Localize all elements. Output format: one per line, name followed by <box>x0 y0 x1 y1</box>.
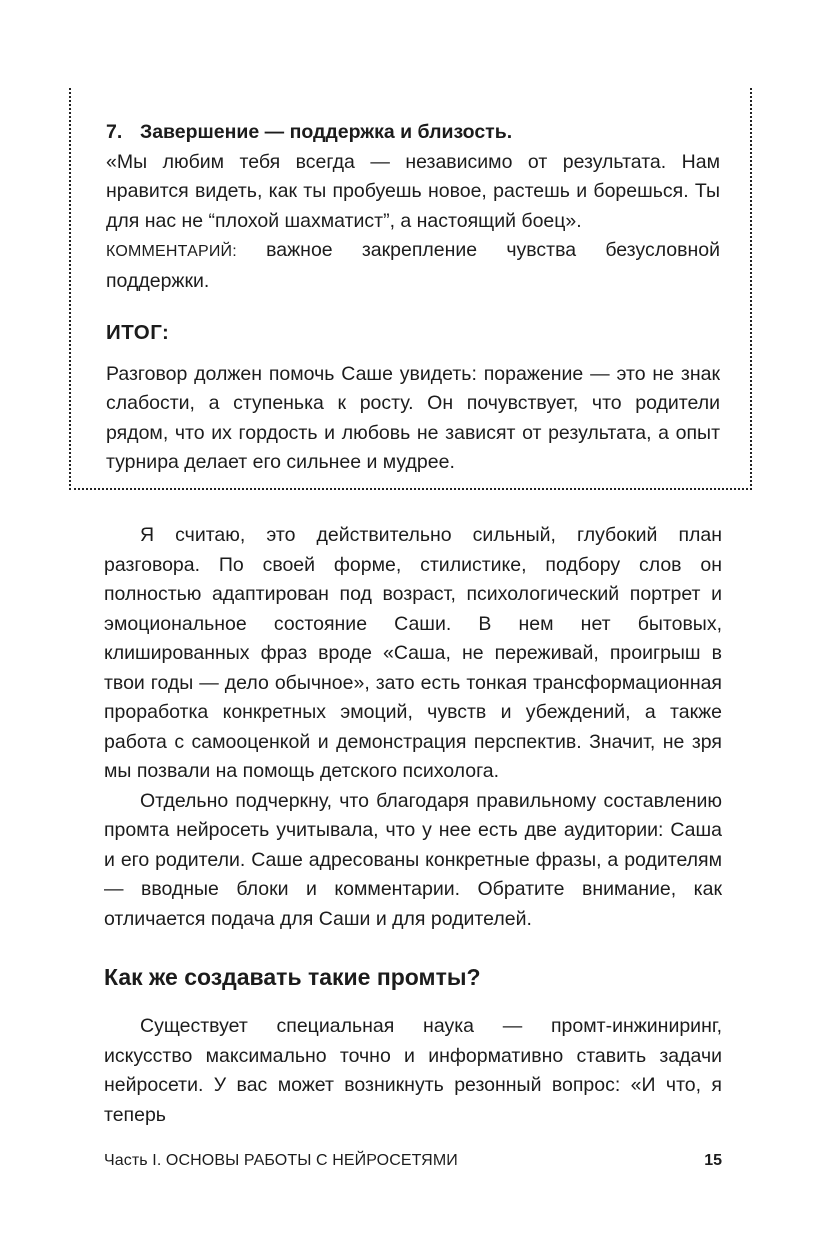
footer-part: Часть I. <box>104 1152 162 1169</box>
summary-text: Разговор должен помочь Саше увидеть: поражение — это не знак слабости, а ступенька к росту. Он почувствует, что родители рядом, что их гордость и любовь не зависят от результата, а опыт турнира делает его сильнее и мудрее. <box>106 362 720 473</box>
comment <box>106 236 720 296</box>
page-footer <box>104 1152 722 1170</box>
comment-text: важное закрепление чувства безусловной поддержки. <box>106 239 720 292</box>
paragraph: Отдельно подчеркну, что благодаря правильному составлению промта нейросеть учитывала, что у нее есть две аудитории: Саша и его родители. Саше адресованы конкретные фразы, а родителям — вводные блоки и комментарии. Обратите внимание, как отличается подача для Саши и для родителей. <box>104 789 722 930</box>
item-quote: «Мы любим тебя всегда — независимо от результата. Нам нравится видеть, как ты пробуешь новое, растешь и борешься. Ты для нас не “плохой шахматист”, а настоящий боец». <box>106 150 720 232</box>
example-box <box>69 88 752 490</box>
item-title: Завершение — поддержка и близость. <box>140 121 513 143</box>
footer-section: ОСНОВЫ РАБОТЫ С НЕЙРОСЕТЯМИ <box>165 1152 458 1169</box>
item-number: 7. <box>106 121 123 143</box>
paragraph: Существует специальная наука — промт-инжиниринг, искусство максимально точно и информативно ставить задачи нейросети. У вас может возникнуть резонный вопрос: «И что, я теперь <box>104 1015 722 1126</box>
paragraph: Я считаю, это действительно сильный, глубокий план разговора. По своей форме, стилистике, подбору слов он полностью адаптирован под возраст, психологический портрет и эмоциональное состояние Саши. В нем нет бытовых, клишированных фраз вроде «Саша, не переживай, проигрыш в твои годы — дело обычное», зато есть тонкая трансформационная проработка конкретных эмоций, чувств и убеждений, а также работа с самооценкой и демонстрация перспектив. Значит, не зря мы позвали на помощь детского психолога. <box>104 524 722 782</box>
item-heading <box>106 118 720 148</box>
running-footer <box>104 1152 458 1170</box>
example-box-content <box>106 118 720 478</box>
main-text <box>104 521 722 1130</box>
page-number: 15 <box>704 1152 722 1169</box>
comment-label: КОММЕНТАРИЙ: <box>106 243 237 260</box>
summary-heading: ИТОГ: <box>106 321 170 344</box>
section-heading: Как же создавать такие промты? <box>104 964 481 990</box>
